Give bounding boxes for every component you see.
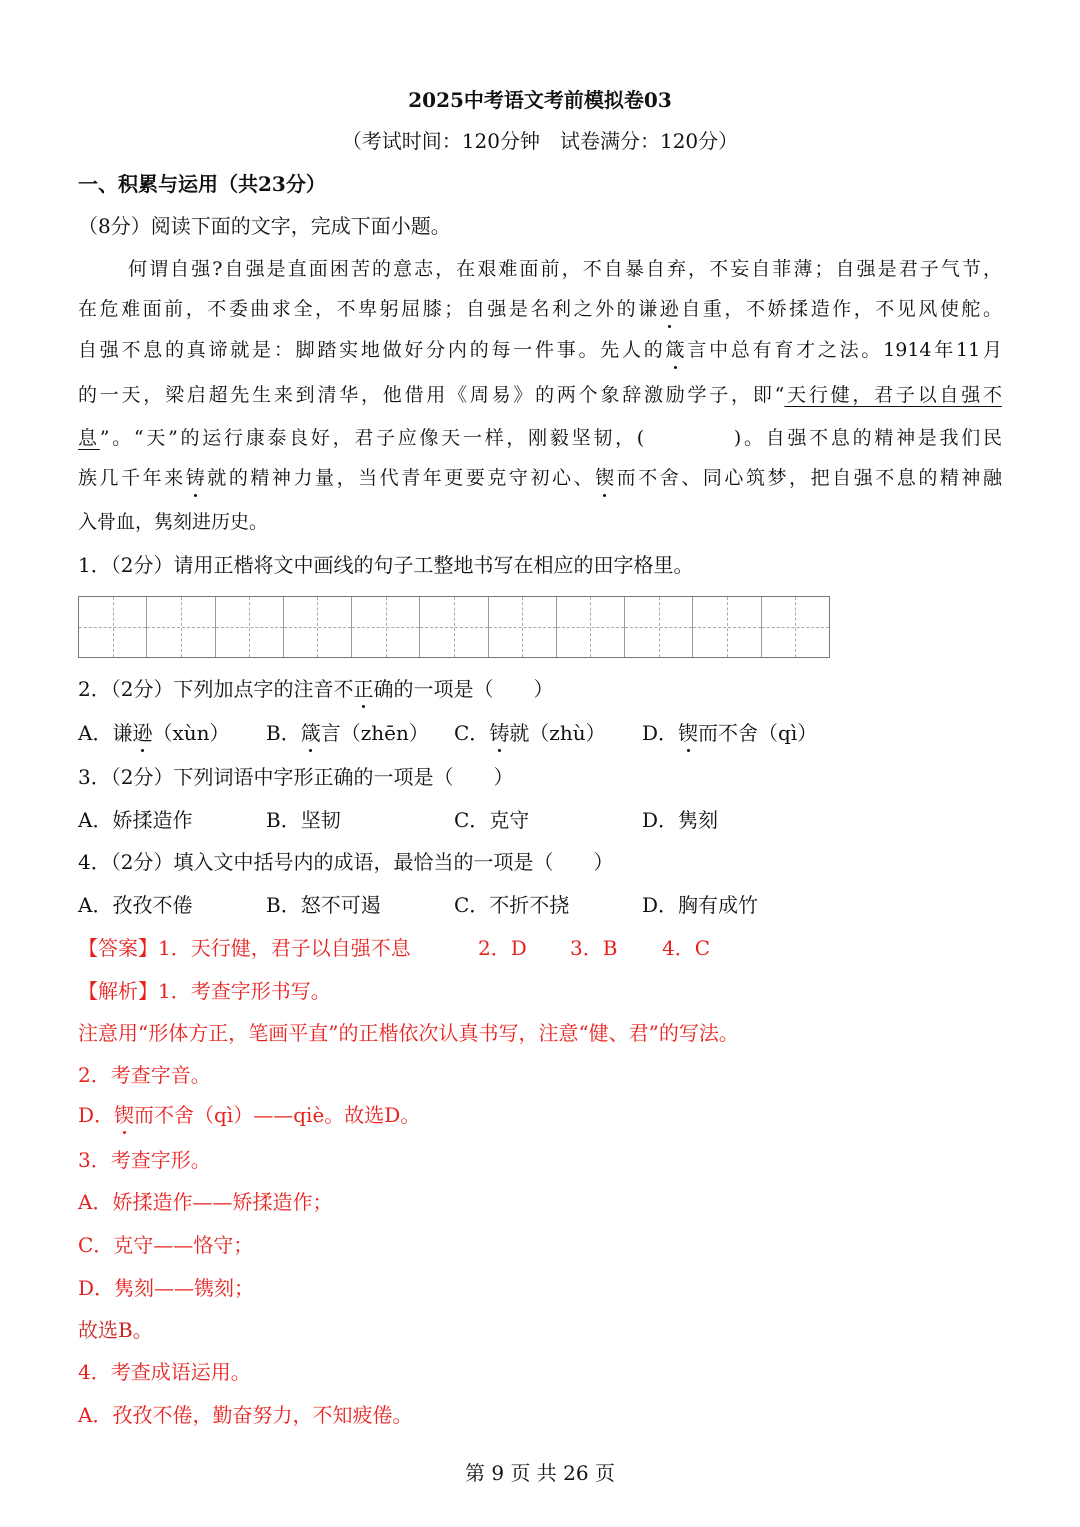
option-c: C．克守: [454, 808, 530, 832]
text: 就的精神力量，当代青年更要克守初心、: [204, 467, 596, 489]
analysis-line: D．隽刻——镌刻；: [78, 1276, 255, 1300]
option-b: B．怒不可遏: [266, 893, 381, 917]
dotted-char: 锲: [114, 1103, 135, 1127]
grid-cell[interactable]: [215, 597, 283, 657]
dotted-char: 铸: [185, 467, 205, 489]
text: 2．（2分）下列加点字的注音不: [78, 677, 354, 701]
grid-cell[interactable]: [351, 597, 419, 657]
passage-line: [78, 337, 1002, 363]
passage-line: [78, 382, 1002, 408]
grid-cell[interactable]: [692, 597, 760, 657]
passage-line: 入骨血，隽刻进历史。: [78, 511, 269, 533]
text: （xùn）: [152, 721, 230, 745]
section-heading: 一、积累与运用（共23分）: [78, 172, 326, 196]
text: B．: [266, 721, 301, 745]
text: 族几千年来: [78, 467, 186, 489]
grid-cell[interactable]: [419, 597, 487, 657]
text: A．谦: [78, 721, 133, 745]
analysis-line: 4．考查成语运用。: [78, 1360, 251, 1384]
page-footer: 第 9 页 共 26 页: [465, 1461, 615, 1485]
text: 而不舍（qì）——qiè。故选D。: [134, 1103, 421, 1127]
grid-cell[interactable]: [761, 597, 829, 657]
analysis-line: A．娇揉造作——矫揉造作；: [78, 1190, 333, 1214]
text: D．: [78, 1103, 115, 1127]
option-a: A．孜孜不倦: [78, 893, 193, 917]
question-1: 1．（2分）请用正楷将文中画线的句子工整地书写在相应的田字格里。: [78, 553, 694, 577]
text: 自强不息的真谛就是：脚踏实地做好分内的每一件事。先人的: [78, 339, 666, 361]
dotted-char: 箴: [665, 339, 685, 361]
passage-line: 何谓自强?自强是直面困苦的意志，在艰难面前，不自暴自弃，不妄自菲薄；自强是君子气节，: [128, 258, 1002, 280]
text: 言（zhēn）: [320, 721, 429, 745]
dotted-char: 正: [353, 677, 374, 701]
dotted-char: 逊: [659, 298, 679, 320]
passage-line: [78, 425, 1002, 451]
answer-1: 1．天行健，君子以自强不息: [158, 936, 411, 960]
question-4: 4．（2分）填入文中括号内的成语，最恰当的一项是（ ）: [78, 850, 614, 874]
grid-cell[interactable]: [624, 597, 692, 657]
text: 而不舍、同心筑梦，把自强不息的精神融: [614, 467, 1002, 489]
option-c: [454, 720, 606, 746]
page-title: 2025中考语文考前模拟卷03: [408, 88, 672, 112]
text: 自重，不娇揉造作，不见风使舵。: [678, 298, 1002, 320]
dotted-char: 逊: [132, 721, 153, 745]
text: 确的一项是（ ）: [373, 677, 554, 701]
analysis-line: [78, 978, 331, 1004]
answer-line: [78, 935, 411, 961]
analysis-line: A．孜孜不倦，勤奋努力，不知疲倦。: [78, 1403, 413, 1427]
grid-cell[interactable]: [556, 597, 624, 657]
passage-line: [78, 465, 1002, 491]
tianzige-grid[interactable]: [78, 596, 830, 658]
text: 的一天，梁启超先生来到清华，他借用《周易》的两个象辞激励学子，即“: [78, 384, 785, 406]
passage-line: [78, 296, 1002, 322]
option-b: B．坚韧: [266, 808, 341, 832]
grid-cell[interactable]: [79, 597, 146, 657]
text: 1．考查字形书写。: [158, 979, 331, 1003]
option-b: [266, 720, 429, 746]
text: C．: [454, 721, 490, 745]
analysis-line: 注意用“形体方正，笔画平直”的正楷依次认真书写，注意“健、君”的写法。: [78, 1021, 739, 1045]
reading-intro: （8分）阅读下面的文字，完成下面小题。: [78, 214, 451, 238]
underlined-sentence: 息: [78, 427, 100, 449]
analysis-line: 故选B。: [78, 1318, 153, 1342]
option-d: D．隽刻: [642, 808, 719, 832]
answer-label: 【答案】: [78, 936, 158, 960]
dotted-char: 锲: [678, 721, 699, 745]
option-d: D．胸有成竹: [642, 893, 759, 917]
question-3: 3．（2分）下列词语中字形正确的一项是（ ）: [78, 765, 514, 789]
option-a: A．娇揉造作: [78, 808, 193, 832]
text: 而不舍（qì）: [698, 721, 818, 745]
answer-4: 4．C: [662, 936, 711, 960]
grid-cell[interactable]: [146, 597, 214, 657]
text: 就（zhù）: [509, 721, 606, 745]
grid-cell[interactable]: [488, 597, 556, 657]
exam-info: （考试时间：120分钟 试卷满分：120分）: [341, 129, 739, 153]
answer-2: 2．D: [478, 936, 527, 960]
underlined-sentence: 天行健，君子以自强不: [784, 384, 1002, 406]
analysis-label: 【解析】: [78, 979, 158, 1003]
analysis-line: 2．考查字音。: [78, 1063, 211, 1087]
analysis-line: [78, 1102, 420, 1128]
answer-3: 3．B: [570, 936, 618, 960]
text: 言中总有育才之法。1914年11月: [684, 339, 1002, 361]
question-2: [78, 676, 553, 702]
option-c: C．不折不挠: [454, 893, 570, 917]
text: ”。“天”的运行康泰良好，君子应像天一样，刚毅坚韧，( )。自强不息的精神是我们民: [99, 427, 1002, 449]
dotted-char: 箴: [300, 721, 321, 745]
analysis-line: C．克守——恪守；: [78, 1233, 254, 1257]
option-d: [642, 720, 817, 746]
grid-cell[interactable]: [283, 597, 351, 657]
option-a: [78, 720, 230, 746]
text: D．: [642, 721, 679, 745]
dotted-char: 锲: [595, 467, 615, 489]
text: 在危难面前，不委曲求全，不卑躬屈膝；自强是名利之外的谦: [78, 298, 660, 320]
dotted-char: 铸: [489, 721, 510, 745]
analysis-line: 3．考查字形。: [78, 1148, 211, 1172]
